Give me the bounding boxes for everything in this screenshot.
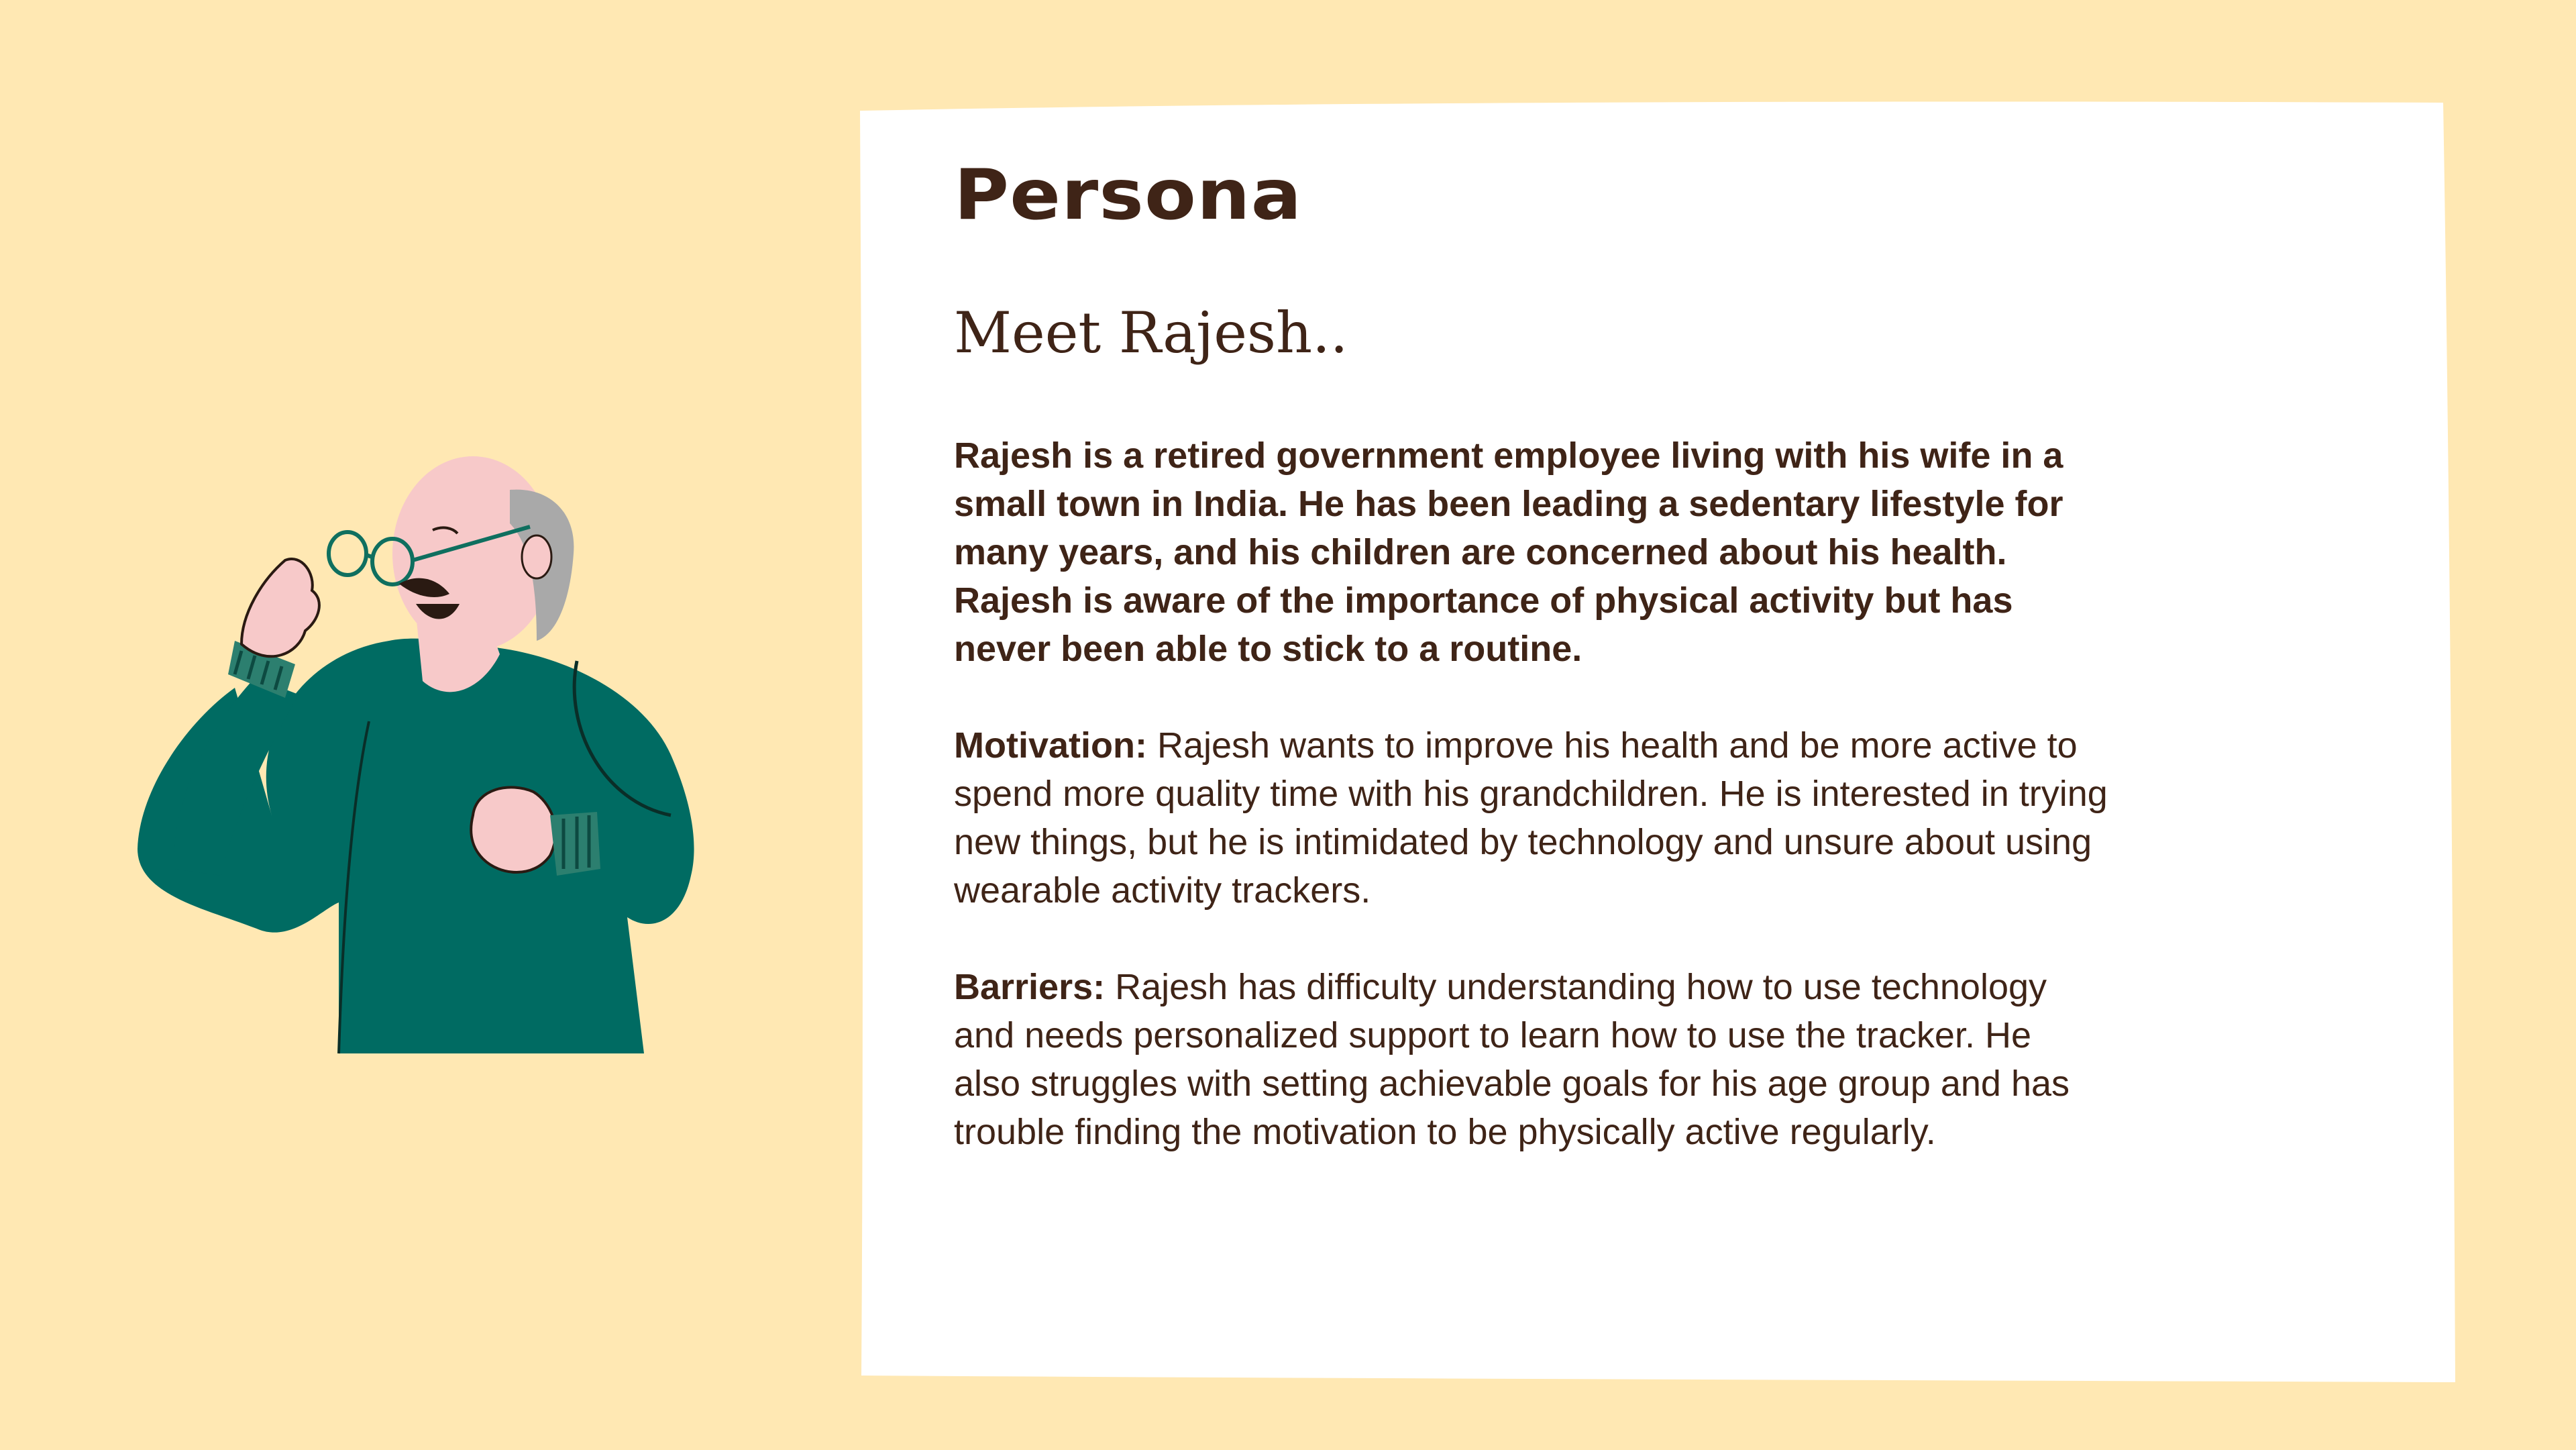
raised-hand: [241, 559, 319, 656]
barriers-paragraph: [954, 963, 2108, 1156]
persona-subtitle: Meet Rajesh..: [954, 300, 1348, 366]
motivation-label: Motivation:: [954, 725, 1147, 766]
ear: [522, 535, 551, 578]
fist: [471, 787, 555, 872]
motivation-text: Rajesh wants to improve his health and be more active to spend more quality time with his grandchildren. He is interested in trying new things, but he is intimidated by technology and unsure about using wearable activity trackers.: [954, 725, 2108, 911]
barriers-text: Rajesh has difficulty understanding how to use technology and needs personalized support to learn how to use the tracker. He also struggles with setting achievable goals for his age group and has trouble finding the motivation to be physically active regularly.: [954, 966, 2070, 1152]
persona-card: [860, 97, 2457, 1386]
card-content: [954, 155, 2108, 1156]
elderly-man-illustration: [134, 439, 805, 1057]
persona-intro: Rajesh is a retired government employee living with his wife in a small town in India. He has been leading a sedentary lifestyle for many years, and his children are concerned about his health. Rajesh is aware of the importance of physical activity but has never been able to stick to a routine.: [954, 435, 2063, 669]
motivation-paragraph: [954, 721, 2108, 915]
page-title: Persona: [954, 155, 1303, 236]
barriers-label: Barriers:: [954, 966, 1106, 1007]
